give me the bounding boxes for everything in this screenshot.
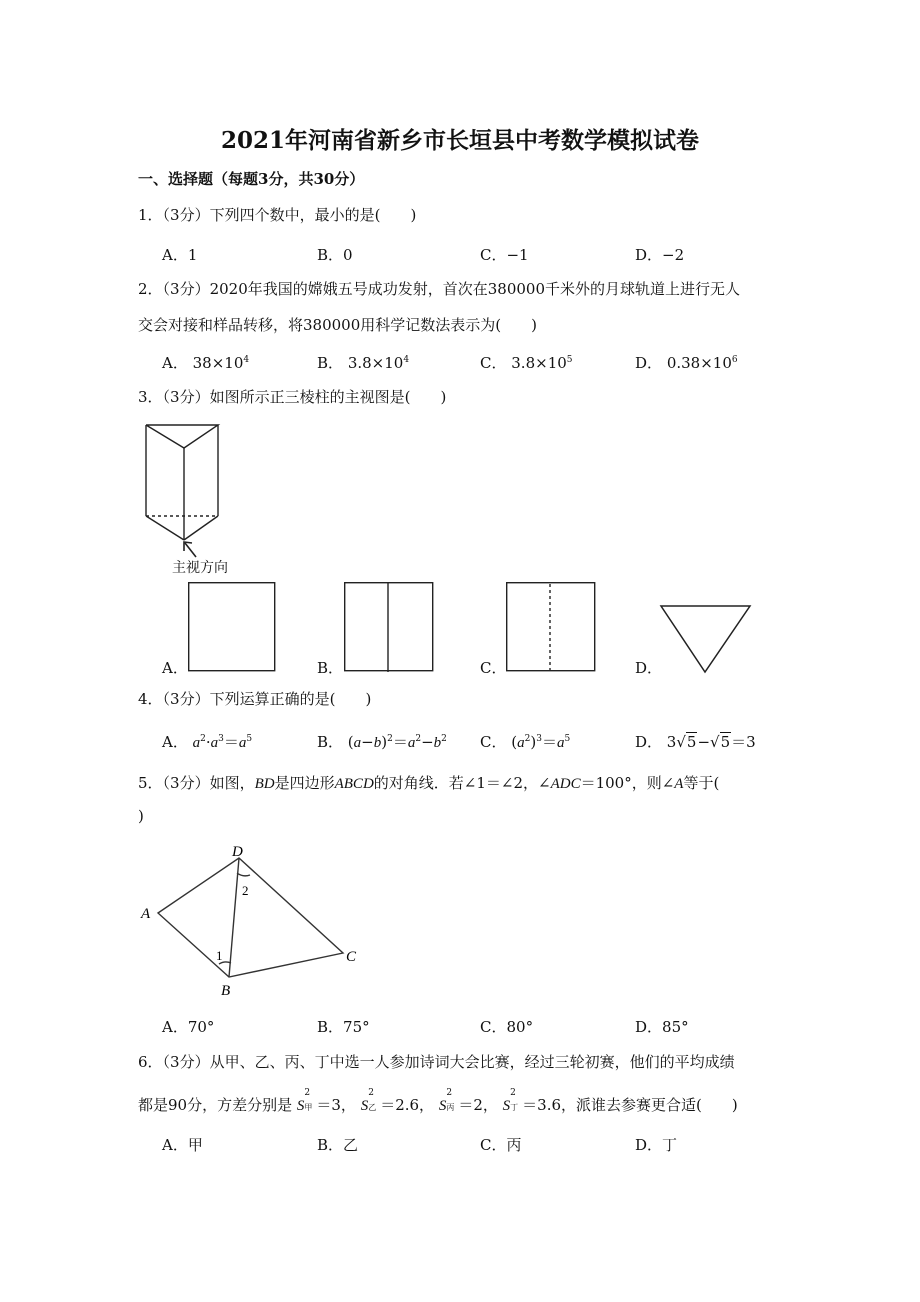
quadrilateral-figure xyxy=(140,845,370,1000)
q5-option-d: D．85° xyxy=(635,1018,689,1036)
q4-option-a: A． $a^2\cdot a^3=a^5$ xyxy=(162,733,253,751)
q6-option-d: D．丁 xyxy=(635,1136,678,1154)
q3-option-d-label: D． xyxy=(635,659,663,677)
label-c: C xyxy=(346,949,357,965)
label-b: B xyxy=(221,983,231,999)
q2-option-c: C． $3.8\times 10^5$ xyxy=(480,354,573,372)
label-d: D xyxy=(232,844,243,860)
q4-option-c: C． $(a^2)^3=a^5$ xyxy=(480,733,571,751)
q1-option-c: C．−1 xyxy=(480,246,529,264)
section-heading: 一、选择题（每题3分，共30分） xyxy=(138,170,365,188)
question-6-stem-line1: 6．（3分）从甲、乙、丙、丁中选一人参加诗词大会比赛，经过三轮初赛，他们的平均成绩 xyxy=(138,1053,735,1071)
question-2-stem-line1: 2．（3分）2020年我国的嫦娥五号成功发射，首次在380000千米外的月球轨道上进行无人 xyxy=(138,280,741,298)
label-angle-2: 2 xyxy=(242,883,249,898)
question-3-stem: 3．（3分）如图所示正三棱柱的主视图是( ) xyxy=(138,388,447,406)
q2-option-d: D． $0.38\times 10^6$ xyxy=(635,354,738,372)
question-1-stem: 1．（3分）下列四个数中，最小的是( ) xyxy=(138,206,417,224)
question-5-stem-close: ) xyxy=(138,807,144,825)
q1-option-b: B．0 xyxy=(317,246,353,264)
q5-option-c: C．80° xyxy=(480,1018,534,1036)
label-angle-1: 1 xyxy=(216,948,223,963)
q3-option-c-figure xyxy=(506,582,596,672)
q1-option-a: A．1 xyxy=(162,246,198,264)
question-2-stem-line2: 交会对接和样品转移，将380000用科学记数法表示为( ) xyxy=(138,316,537,334)
q3-option-d-figure xyxy=(660,604,752,676)
q6-option-c: C．丙 xyxy=(480,1136,522,1154)
q5-option-b: B．75° xyxy=(317,1018,370,1036)
label-a: A xyxy=(141,906,151,922)
view-direction-arrow-icon xyxy=(184,542,196,557)
q3-option-b-label: B． xyxy=(317,659,344,677)
q4-option-d: D． 3√5−√5＝3 xyxy=(635,733,756,751)
q6-option-b: B．乙 xyxy=(317,1136,359,1154)
prism-figure xyxy=(138,420,248,545)
q2-option-b: B． $3.8\times 10^4$ xyxy=(317,354,410,372)
view-direction-caption: 主视方向 xyxy=(172,560,228,576)
q3-option-a-figure xyxy=(188,582,276,672)
q4-option-b: B． $(a-b)^2=a^2-b^2$ xyxy=(317,733,447,751)
q3-option-a-label: A． xyxy=(162,659,188,677)
question-6-stem-line2: 都是90分，方差分别是 S 2 甲 ＝3， S 2 乙 ＝2.6， S 2 丙 ＝2， S 2 丁 ＝3.6，派谁去参赛更合适( ) xyxy=(138,1088,738,1114)
q3-option-c-label: C． xyxy=(480,659,507,677)
q3-option-b-figure xyxy=(344,582,434,672)
q5-option-a: A．70° xyxy=(162,1018,215,1036)
question-4-stem: 4．（3分）下列运算正确的是( ) xyxy=(138,690,372,708)
q6-option-a: A．甲 xyxy=(162,1136,203,1154)
question-5-stem: 5．（3分）如图，BD是四边形ABCD的对角线．若∠1＝∠2，∠ADC＝100°，则∠A等于( xyxy=(138,774,720,792)
q1-option-d: D．−2 xyxy=(635,246,685,264)
q2-option-a: A． $38\times 10^4$ xyxy=(162,354,250,372)
page-title: 2021年河南省新乡市长垣县中考数学模拟试卷 xyxy=(220,127,699,154)
